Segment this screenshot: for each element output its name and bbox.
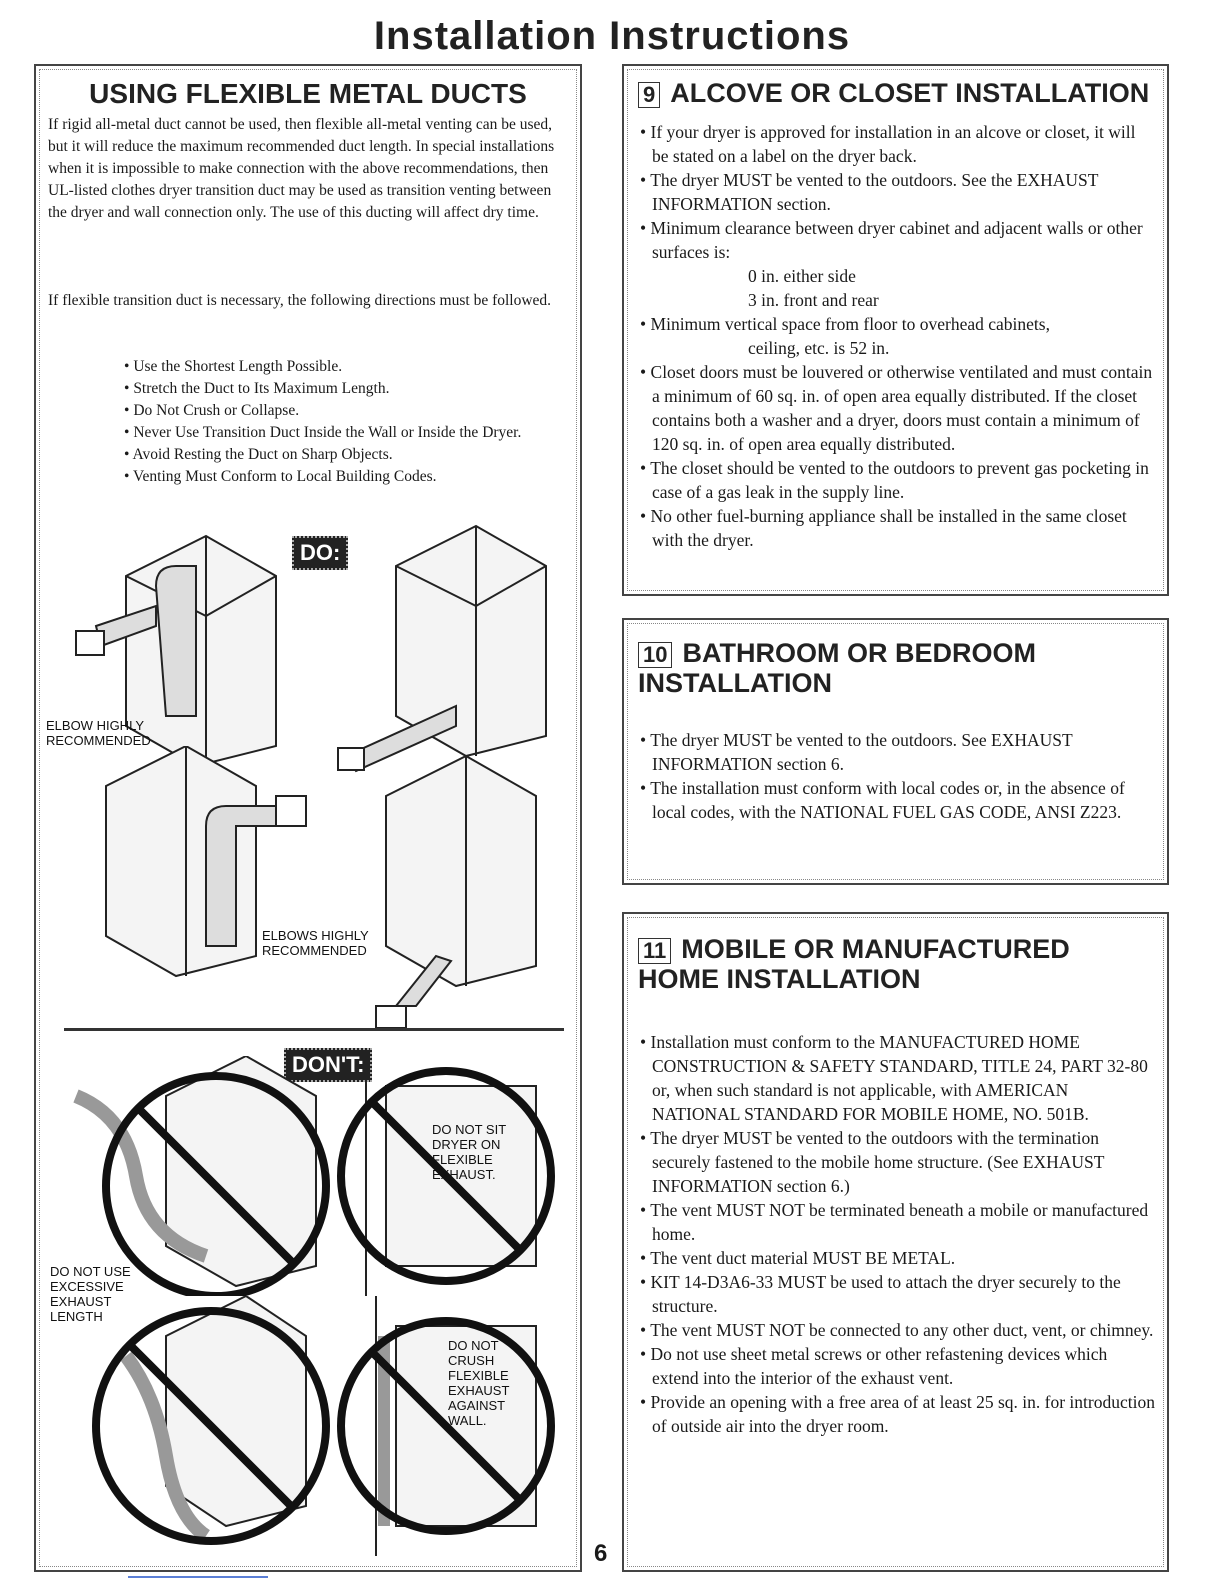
section-number: 11 <box>638 938 671 964</box>
list-item: • KIT 14-D3A6-33 MUST be used to attach the dryer securely to the structure. <box>640 1270 1156 1318</box>
elbow-label: ELBOW HIGHLY RECOMMENDED <box>46 718 151 748</box>
list-item: • If your dryer is approved for installation in an alcove or closet, it will be stated on a label on the dryer back. <box>640 120 1156 168</box>
list-item: • The dryer MUST be vented to the outdoors with the termination securely fastened to the mobile home structure. (See EXHAUST INFORMATION section 6.) <box>640 1126 1156 1198</box>
alcove-closet-heading <box>638 78 1158 108</box>
bathroom-bedroom-section <box>622 618 1169 885</box>
flexible-ducts-directions <box>120 356 540 488</box>
mobile-home-heading <box>638 934 1158 994</box>
dryer-illustration-double-elbow <box>86 746 326 996</box>
clearance-side: 0 in. either side <box>748 266 856 286</box>
do-dont-divider <box>64 1028 564 1031</box>
list-item: • The dryer MUST be vented to the outdoors. See the EXHAUST INFORMATION section. <box>640 168 1156 216</box>
section-number: 10 <box>638 642 672 668</box>
dont-badge: DON'T: <box>284 1048 372 1082</box>
alcove-closet-section <box>622 64 1169 596</box>
list-item: • Closet doors must be louvered or otherwise ventilated and must contain a minimum of 60 sq. in. of open area equally distributed. If the closet contains both a washer and a dryer, doors must contain a minimum of 120 sq. in. of open area equally distributed. <box>640 360 1156 456</box>
list-item: • The vent MUST NOT be terminated beneath a mobile or manufactured home. <box>640 1198 1156 1246</box>
vertical-space-value: ceiling, etc. is 52 in. <box>748 338 890 358</box>
list-item: • Do not use sheet metal screws or other refastening devices which extend into the interior of the exhaust vent. <box>640 1342 1156 1390</box>
footer-rule <box>128 1576 268 1578</box>
page-title: Installation Instructions <box>373 14 851 58</box>
mobile-home-list <box>640 1030 1156 1438</box>
direction-item: • Use the Shortest Length Possible. <box>120 356 540 378</box>
list-item: • Provide an opening with a free area of at least 25 sq. in. for introduction of outside air into the dryer room. <box>640 1390 1156 1438</box>
flexible-ducts-paragraph-1: If rigid all-metal duct cannot be used, then flexible all-metal venting can be used, but it will reduce the maximum recommended duct length. In special installations when it is impossible to make connection with the above recommendations, then UL-listed clothes dryer transition duct may be used as transition venting between the dryer and wall connection only. The use of this ducting will affect dry time. <box>48 116 555 221</box>
flexible-ducts-paragraph-2: If flexible transition duct is necessary, the following directions must be followed. <box>48 292 552 309</box>
list-item: • No other fuel-burning appliance shall be installed in the same closet with the dryer. <box>640 504 1156 552</box>
no-sit-label: DO NOT SIT DRYER ON FLEXIBLE EXHAUST. <box>432 1122 506 1182</box>
list-item: • The closet should be vented to the outdoors to prevent gas pocketing in case of a gas leak in the supply line. <box>640 456 1156 504</box>
no-crush-label: DO NOT CRUSH FLEXIBLE EXHAUST AGAINST WALL. <box>448 1338 510 1428</box>
direction-item: • Avoid Resting the Duct on Sharp Objects. <box>120 444 540 466</box>
direction-item: • Venting Must Conform to Local Building Codes. <box>120 466 540 488</box>
no-excess-length-label: DO NOT USE EXCESSIVE EXHAUST LENGTH <box>50 1264 131 1324</box>
direction-item: • Stretch the Duct to Its Maximum Length. <box>120 378 540 400</box>
list-item: • The vent duct material MUST BE METAL. <box>640 1246 1156 1270</box>
list-item-text: Minimum clearance between dryer cabinet and adjacent walls or other surfaces is: <box>650 218 1143 262</box>
section-number: 9 <box>638 82 660 108</box>
dryer-illustration-straight <box>336 516 576 776</box>
alcove-closet-list <box>640 120 1156 552</box>
page-number: 6 <box>594 1540 608 1567</box>
bathroom-bedroom-heading <box>638 638 1158 698</box>
bathroom-bedroom-list <box>640 728 1156 824</box>
direction-item: • Never Use Transition Duct Inside the Wall or Inside the Dryer. <box>120 422 540 444</box>
elbows-label: ELBOWS HIGHLY RECOMMENDED <box>262 928 369 958</box>
list-item: • The vent MUST NOT be connected to any other duct, vent, or chimney. <box>640 1318 1156 1342</box>
list-item: • The dryer MUST be vented to the outdoors. See EXHAUST INFORMATION section 6. <box>640 728 1156 776</box>
direction-item: • Do Not Crush or Collapse. <box>120 400 540 422</box>
section-title: ALCOVE OR CLOSET INSTALLATION <box>670 78 1150 108</box>
prohibited-duct-illustration <box>86 1296 336 1556</box>
mobile-home-section <box>622 912 1169 1572</box>
clearance-front-rear: 3 in. front and rear <box>748 290 879 310</box>
list-item <box>640 312 1156 360</box>
list-item-text: Minimum vertical space from floor to overhead cabinets, <box>650 314 1050 334</box>
section-title: MOBILE OR MANUFACTURED HOME INSTALLATION <box>638 934 1070 994</box>
prohibited-excess-length-illustration <box>56 1056 356 1296</box>
flexible-ducts-panel <box>34 64 582 1572</box>
list-item <box>640 216 1156 312</box>
list-item: • Installation must conform to the MANUFACTURED HOME CONSTRUCTION & SAFETY STANDARD, TITLE 24, PART 32-80 or, when such standard is not applicable, with AMERICAN NATIONAL STANDARD FOR MOBILE HOME, NO. 501B. <box>640 1030 1156 1126</box>
section-title: BATHROOM OR BEDROOM INSTALLATION <box>638 638 1036 698</box>
do-badge: DO: <box>292 536 348 570</box>
dryer-illustration-floor-vent <box>356 756 576 1036</box>
list-item: • The installation must conform with local codes or, in the absence of local codes, with the NATIONAL FUEL GAS CODE, ANSI Z223. <box>640 776 1156 824</box>
flexible-ducts-heading: USING FLEXIBLE METAL DUCTS <box>89 78 527 109</box>
